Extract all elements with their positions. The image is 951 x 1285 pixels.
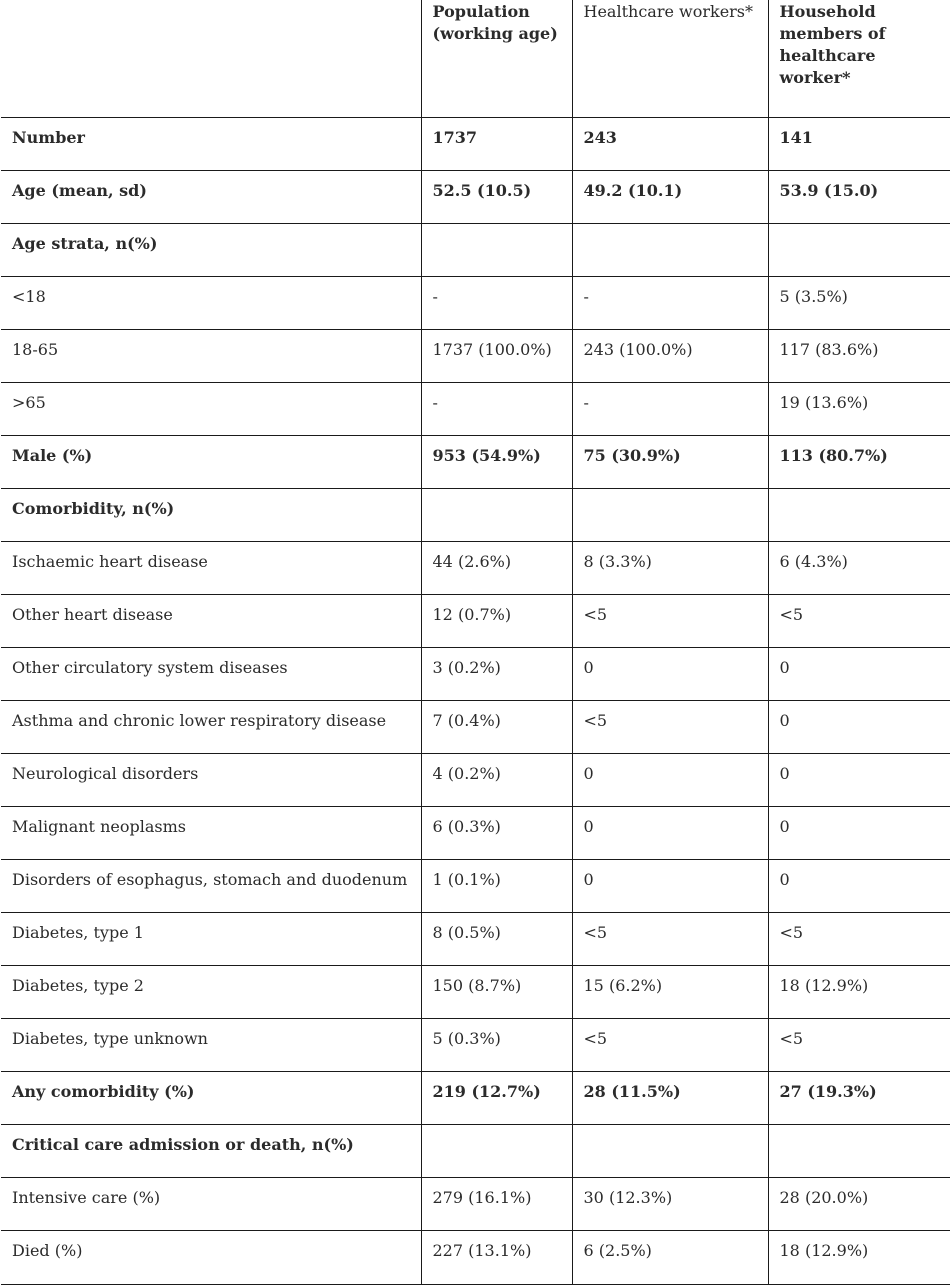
row-label-cell: Age strata, n(%)	[1, 223, 421, 276]
row-label-cell: <18	[1, 276, 421, 329]
healthcare-workers-cell	[572, 1124, 768, 1177]
household-members-cell	[768, 488, 950, 541]
table-row	[1, 806, 950, 859]
table-row	[1, 594, 950, 647]
healthcare-workers-cell: 0	[572, 806, 768, 859]
population-cell: 953 (54.9%)	[421, 435, 572, 488]
row-label-cell: Male (%)	[1, 435, 421, 488]
household-members-cell: <5	[768, 912, 950, 965]
population-cell: 279 (16.1%)	[421, 1177, 572, 1230]
healthcare-workers-cell: 243 (100.0%)	[572, 329, 768, 382]
population-cell: 6 (0.3%)	[421, 806, 572, 859]
household-members-cell	[768, 1124, 950, 1177]
household-members-cell: 5 (3.5%)	[768, 276, 950, 329]
healthcare-workers-cell: 0	[572, 859, 768, 912]
healthcare-workers-cell: 0	[572, 753, 768, 806]
table-row	[1, 382, 950, 435]
household-members-cell: 0	[768, 806, 950, 859]
healthcare-workers-cell: 0	[572, 647, 768, 700]
table-row	[1, 170, 950, 223]
household-members-cell: 18 (12.9%)	[768, 1230, 950, 1284]
table-row	[1, 1124, 950, 1177]
population-cell: 12 (0.7%)	[421, 594, 572, 647]
healthcare-workers-cell: 6 (2.5%)	[572, 1230, 768, 1284]
table-row	[1, 965, 950, 1018]
population-cell: 227 (13.1%)	[421, 1230, 572, 1284]
characteristics-table	[1, 0, 950, 1285]
table-row	[1, 276, 950, 329]
household-members-cell: <5	[768, 1018, 950, 1071]
table-row	[1, 488, 950, 541]
table-row	[1, 541, 950, 594]
row-label-cell: Diabetes, type unknown	[1, 1018, 421, 1071]
population-cell: 150 (8.7%)	[421, 965, 572, 1018]
row-label-cell: Intensive care (%)	[1, 1177, 421, 1230]
table-row	[1, 859, 950, 912]
population-cell: 1 (0.1%)	[421, 859, 572, 912]
table-row	[1, 117, 950, 170]
row-label-cell: 18-65	[1, 329, 421, 382]
row-label-cell: Critical care admission or death, n(%)	[1, 1124, 421, 1177]
row-label-cell: Number	[1, 117, 421, 170]
household-members-cell: 27 (19.3%)	[768, 1071, 950, 1124]
population-cell: 5 (0.3%)	[421, 1018, 572, 1071]
table-row	[1, 1071, 950, 1124]
household-members-cell: 18 (12.9%)	[768, 965, 950, 1018]
row-label-cell: Age (mean, sd)	[1, 170, 421, 223]
household-members-cell: 28 (20.0%)	[768, 1177, 950, 1230]
healthcare-workers-cell: 49.2 (10.1)	[572, 170, 768, 223]
table-row	[1, 223, 950, 276]
row-label-cell: Comorbidity, n(%)	[1, 488, 421, 541]
population-cell: 7 (0.4%)	[421, 700, 572, 753]
household-members-cell: 141	[768, 117, 950, 170]
household-members-cell: 53.9 (15.0)	[768, 170, 950, 223]
healthcare-workers-cell: 75 (30.9%)	[572, 435, 768, 488]
healthcare-workers-cell	[572, 488, 768, 541]
row-label-cell: Disorders of esophagus, stomach and duodenum	[1, 859, 421, 912]
population-cell: 8 (0.5%)	[421, 912, 572, 965]
row-label-cell: Ischaemic heart disease	[1, 541, 421, 594]
table-row	[1, 1177, 950, 1230]
table-header	[1, 0, 950, 117]
household-members-cell: 19 (13.6%)	[768, 382, 950, 435]
healthcare-workers-cell: 28 (11.5%)	[572, 1071, 768, 1124]
healthcare-workers-cell: <5	[572, 594, 768, 647]
header-row	[1, 0, 950, 117]
population-cell: -	[421, 382, 572, 435]
row-label-cell: Neurological disorders	[1, 753, 421, 806]
healthcare-workers-cell: <5	[572, 1018, 768, 1071]
household-members-cell: 0	[768, 647, 950, 700]
population-cell	[421, 223, 572, 276]
row-label-cell: Diabetes, type 1	[1, 912, 421, 965]
table-row	[1, 647, 950, 700]
population-cell: 52.5 (10.5)	[421, 170, 572, 223]
population-cell	[421, 488, 572, 541]
household-members-cell: 113 (80.7%)	[768, 435, 950, 488]
household-members-cell: 0	[768, 700, 950, 753]
row-label-cell: Other circulatory system diseases	[1, 647, 421, 700]
table-row	[1, 912, 950, 965]
population-cell: 219 (12.7%)	[421, 1071, 572, 1124]
healthcare-workers-cell: 30 (12.3%)	[572, 1177, 768, 1230]
table-row	[1, 329, 950, 382]
header-cell-healthcare-workers: Healthcare workers*	[572, 0, 768, 117]
row-label-cell: Died (%)	[1, 1230, 421, 1284]
population-cell: 44 (2.6%)	[421, 541, 572, 594]
row-label-cell: Any comorbidity (%)	[1, 1071, 421, 1124]
healthcare-workers-cell: 8 (3.3%)	[572, 541, 768, 594]
population-cell: -	[421, 276, 572, 329]
header-cell-label	[1, 0, 421, 117]
healthcare-workers-cell: <5	[572, 700, 768, 753]
population-cell: 4 (0.2%)	[421, 753, 572, 806]
healthcare-workers-cell	[572, 223, 768, 276]
household-members-cell	[768, 223, 950, 276]
row-label-cell: Other heart disease	[1, 594, 421, 647]
table-body	[1, 117, 950, 1284]
population-cell	[421, 1124, 572, 1177]
population-cell: 3 (0.2%)	[421, 647, 572, 700]
table-row	[1, 1230, 950, 1284]
household-members-cell: 0	[768, 753, 950, 806]
table-row	[1, 435, 950, 488]
population-cell: 1737	[421, 117, 572, 170]
row-label-cell: Asthma and chronic lower respiratory disease	[1, 700, 421, 753]
row-label-cell: >65	[1, 382, 421, 435]
header-cell-population: Population (working age)	[421, 0, 572, 117]
table-row	[1, 1018, 950, 1071]
healthcare-workers-cell: -	[572, 382, 768, 435]
table-row	[1, 753, 950, 806]
row-label-cell: Malignant neoplasms	[1, 806, 421, 859]
population-cell: 1737 (100.0%)	[421, 329, 572, 382]
healthcare-workers-cell: 15 (6.2%)	[572, 965, 768, 1018]
healthcare-workers-cell: 243	[572, 117, 768, 170]
healthcare-workers-cell: -	[572, 276, 768, 329]
household-members-cell: 6 (4.3%)	[768, 541, 950, 594]
healthcare-workers-cell: <5	[572, 912, 768, 965]
row-label-cell: Diabetes, type 2	[1, 965, 421, 1018]
header-cell-household-members: Household members of healthcare worker*	[768, 0, 950, 117]
household-members-cell: 0	[768, 859, 950, 912]
household-members-cell: <5	[768, 594, 950, 647]
household-members-cell: 117 (83.6%)	[768, 329, 950, 382]
table-row	[1, 700, 950, 753]
